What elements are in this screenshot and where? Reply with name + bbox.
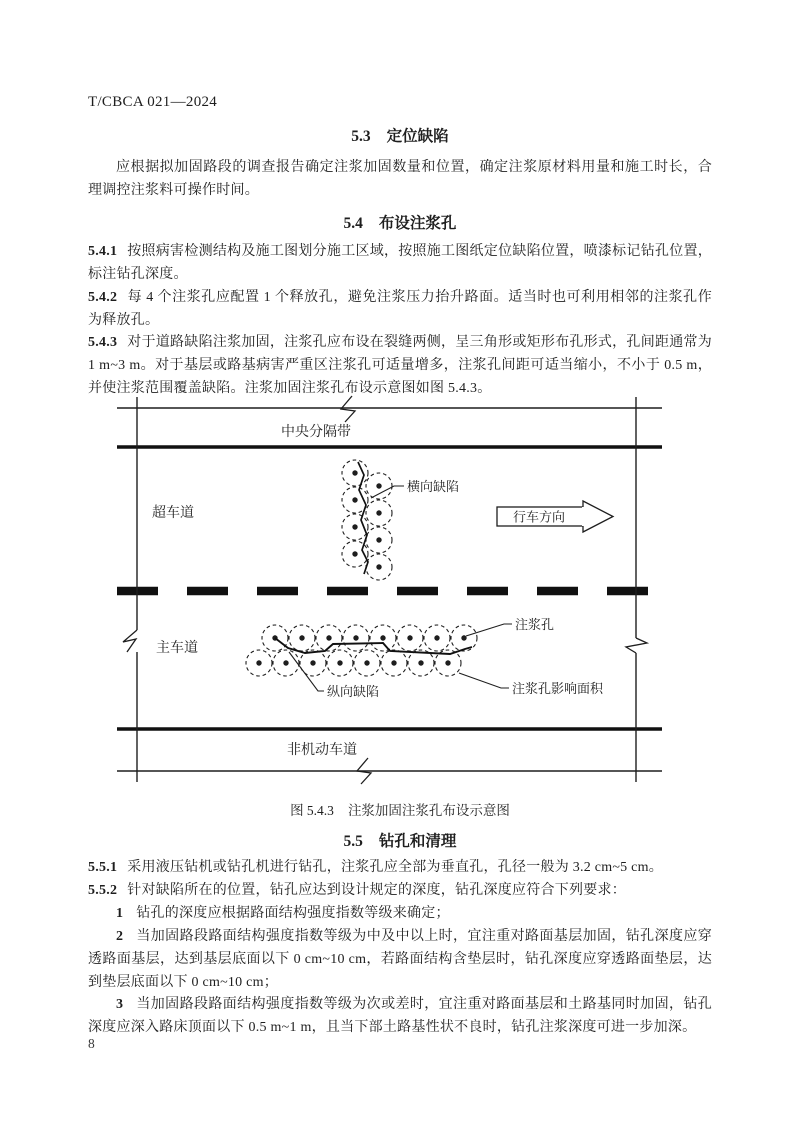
driving-direction-label: 行车方向 — [512, 509, 566, 525]
clause-text: 对于道路缺陷注浆加固，注浆孔应布设在裂缝两侧，呈三角形或矩形布孔形式，孔间距通常为 1 m~3 m。对于基层或路基病害严重区注浆孔可适量增多，注浆孔间距可适当缩小，不小于 0.5 m，并使注浆范围覆盖缺陷。注浆加固注浆孔布设示意图如图 5.4.3。 — [88, 335, 712, 396]
clause-5-5-2 — [88, 879, 712, 902]
subclause-2 — [88, 925, 712, 994]
section-number: 5.3 — [351, 128, 371, 145]
subclause-3 — [88, 993, 712, 1039]
influence-area-leader — [459, 673, 509, 688]
subclause-1 — [88, 902, 712, 925]
longitudinal-defect-leader — [289, 652, 324, 691]
grout-hole — [343, 625, 369, 651]
subclause-number: 1 — [116, 906, 124, 921]
clause-text: 针对缺陷所在的位置，钻孔应达到设计规定的深度，钻孔深度应符合下列要求： — [127, 883, 626, 898]
clause-5-5-1 — [88, 856, 712, 879]
clause-number: 5.4.2 — [88, 290, 118, 305]
section-5-4-heading — [88, 211, 712, 233]
grout-hole — [381, 650, 407, 676]
section-number: 5.5 — [343, 833, 363, 850]
overtaking-lane-label: 超车道 — [152, 506, 194, 521]
longitudinal-defect-label: 纵向缺陷 — [327, 684, 380, 699]
grouting-hole-label: 注浆孔 — [515, 617, 555, 632]
clause-5-4-1 — [88, 240, 712, 286]
section-number: 5.4 — [343, 215, 363, 232]
grout-hole — [370, 625, 396, 651]
section-title: 定位缺陷 — [386, 128, 449, 145]
section-5-5-heading — [88, 829, 712, 851]
transverse-defect-label: 横向缺陷 — [407, 479, 460, 494]
main-lane-label: 主车道 — [156, 641, 198, 656]
non-motorized-lane-label: 非机动车道 — [287, 743, 357, 758]
figure-title: 注浆加固注浆孔布设示意图 — [347, 803, 510, 818]
clause-text: 按照病害检测结构及施工图划分施工区域，按照施工图纸定位缺陷位置，喷漆标记钻孔位置，标注钻孔深度。 — [88, 244, 712, 282]
grout-hole — [327, 650, 353, 676]
clause-text: 每 4 个注浆孔应配置 1 个释放孔，避免注浆压力抬升路面。适当时也可利用相邻的注浆孔作为释放孔。 — [88, 290, 712, 328]
grouting-hole-leader — [466, 624, 512, 636]
break-symbol-right — [626, 638, 647, 653]
clause-5-4-3 — [88, 331, 712, 400]
influence-area-label: 注浆孔影响面积 — [512, 681, 604, 696]
clause-text: 采用液压钻机或钻孔机进行钻孔，注浆孔应全部为垂直孔，孔径一般为 3.2 cm~5 cm。 — [127, 860, 664, 875]
grout-hole — [366, 473, 392, 499]
section-title: 布设注浆孔 — [378, 215, 457, 232]
grout-hole — [366, 554, 392, 580]
standard-number: T/CBCA 021—2024 — [88, 94, 218, 110]
driving-direction-arrow — [497, 501, 613, 532]
subclause-text: 钻孔的深度应根据路面结构强度指数等级来确定； — [136, 906, 450, 921]
grout-hole — [342, 460, 368, 486]
break-symbol-top — [341, 396, 355, 422]
page-number: 8 — [88, 1036, 95, 1051]
longitudinal-defect-cluster — [246, 625, 477, 676]
transverse-defect-cluster — [342, 460, 392, 580]
subclause-text: 当加固路段路面结构强度指数等级为次或差时，宜注重对路面基层和土路基同时加固，钻孔深度应深入路床顶面以下 0.5 m~1 m，且当下部土路基性状不良时，钻孔注浆深度可进一步加深。 — [88, 997, 712, 1035]
section-5-3-heading — [88, 124, 712, 146]
paragraph-5-3: 应根据拟加固路段的调查报告确定注浆加固数量和位置，确定注浆原材料用量和施工时长，合理调控注浆料可操作时间。 — [88, 160, 712, 198]
subclause-number: 3 — [116, 997, 124, 1012]
grouting-hole-layout-diagram — [0, 395, 800, 790]
clause-number: 5.4.1 — [88, 244, 118, 259]
section-title: 钻孔和清理 — [378, 833, 457, 850]
grout-hole — [289, 625, 315, 651]
clause-number: 5.4.3 — [88, 335, 118, 350]
subclause-number: 2 — [116, 929, 124, 944]
grout-hole — [397, 625, 423, 651]
subclause-text: 当加固路段路面结构强度指数等级为中及中以上时，宜注重对路面基层加固，钻孔深度应穿透路面基层，达到基层底面以下 0 cm~10 cm，若路面结构含垫层时，钻孔深度应穿透路面垫层，达到垫层底面以下 0 cm~10 cm； — [88, 929, 712, 990]
grout-hole — [366, 500, 392, 526]
break-symbol-left — [123, 630, 137, 652]
clause-number: 5.5.2 — [88, 883, 118, 898]
grout-hole — [273, 650, 299, 676]
grout-hole — [354, 650, 380, 676]
grout-hole — [424, 625, 450, 651]
figure-5-4-3 — [0, 395, 800, 790]
median-strip-label: 中央分隔带 — [281, 425, 351, 440]
clause-number: 5.5.1 — [88, 860, 118, 875]
grout-hole — [451, 625, 477, 651]
transverse-defect-leader — [371, 486, 404, 498]
grout-hole — [246, 650, 272, 676]
grout-hole — [366, 527, 392, 553]
figure-caption — [88, 799, 712, 819]
clause-5-4-2 — [88, 286, 712, 332]
figure-number: 图 5.4.3 — [290, 803, 334, 818]
